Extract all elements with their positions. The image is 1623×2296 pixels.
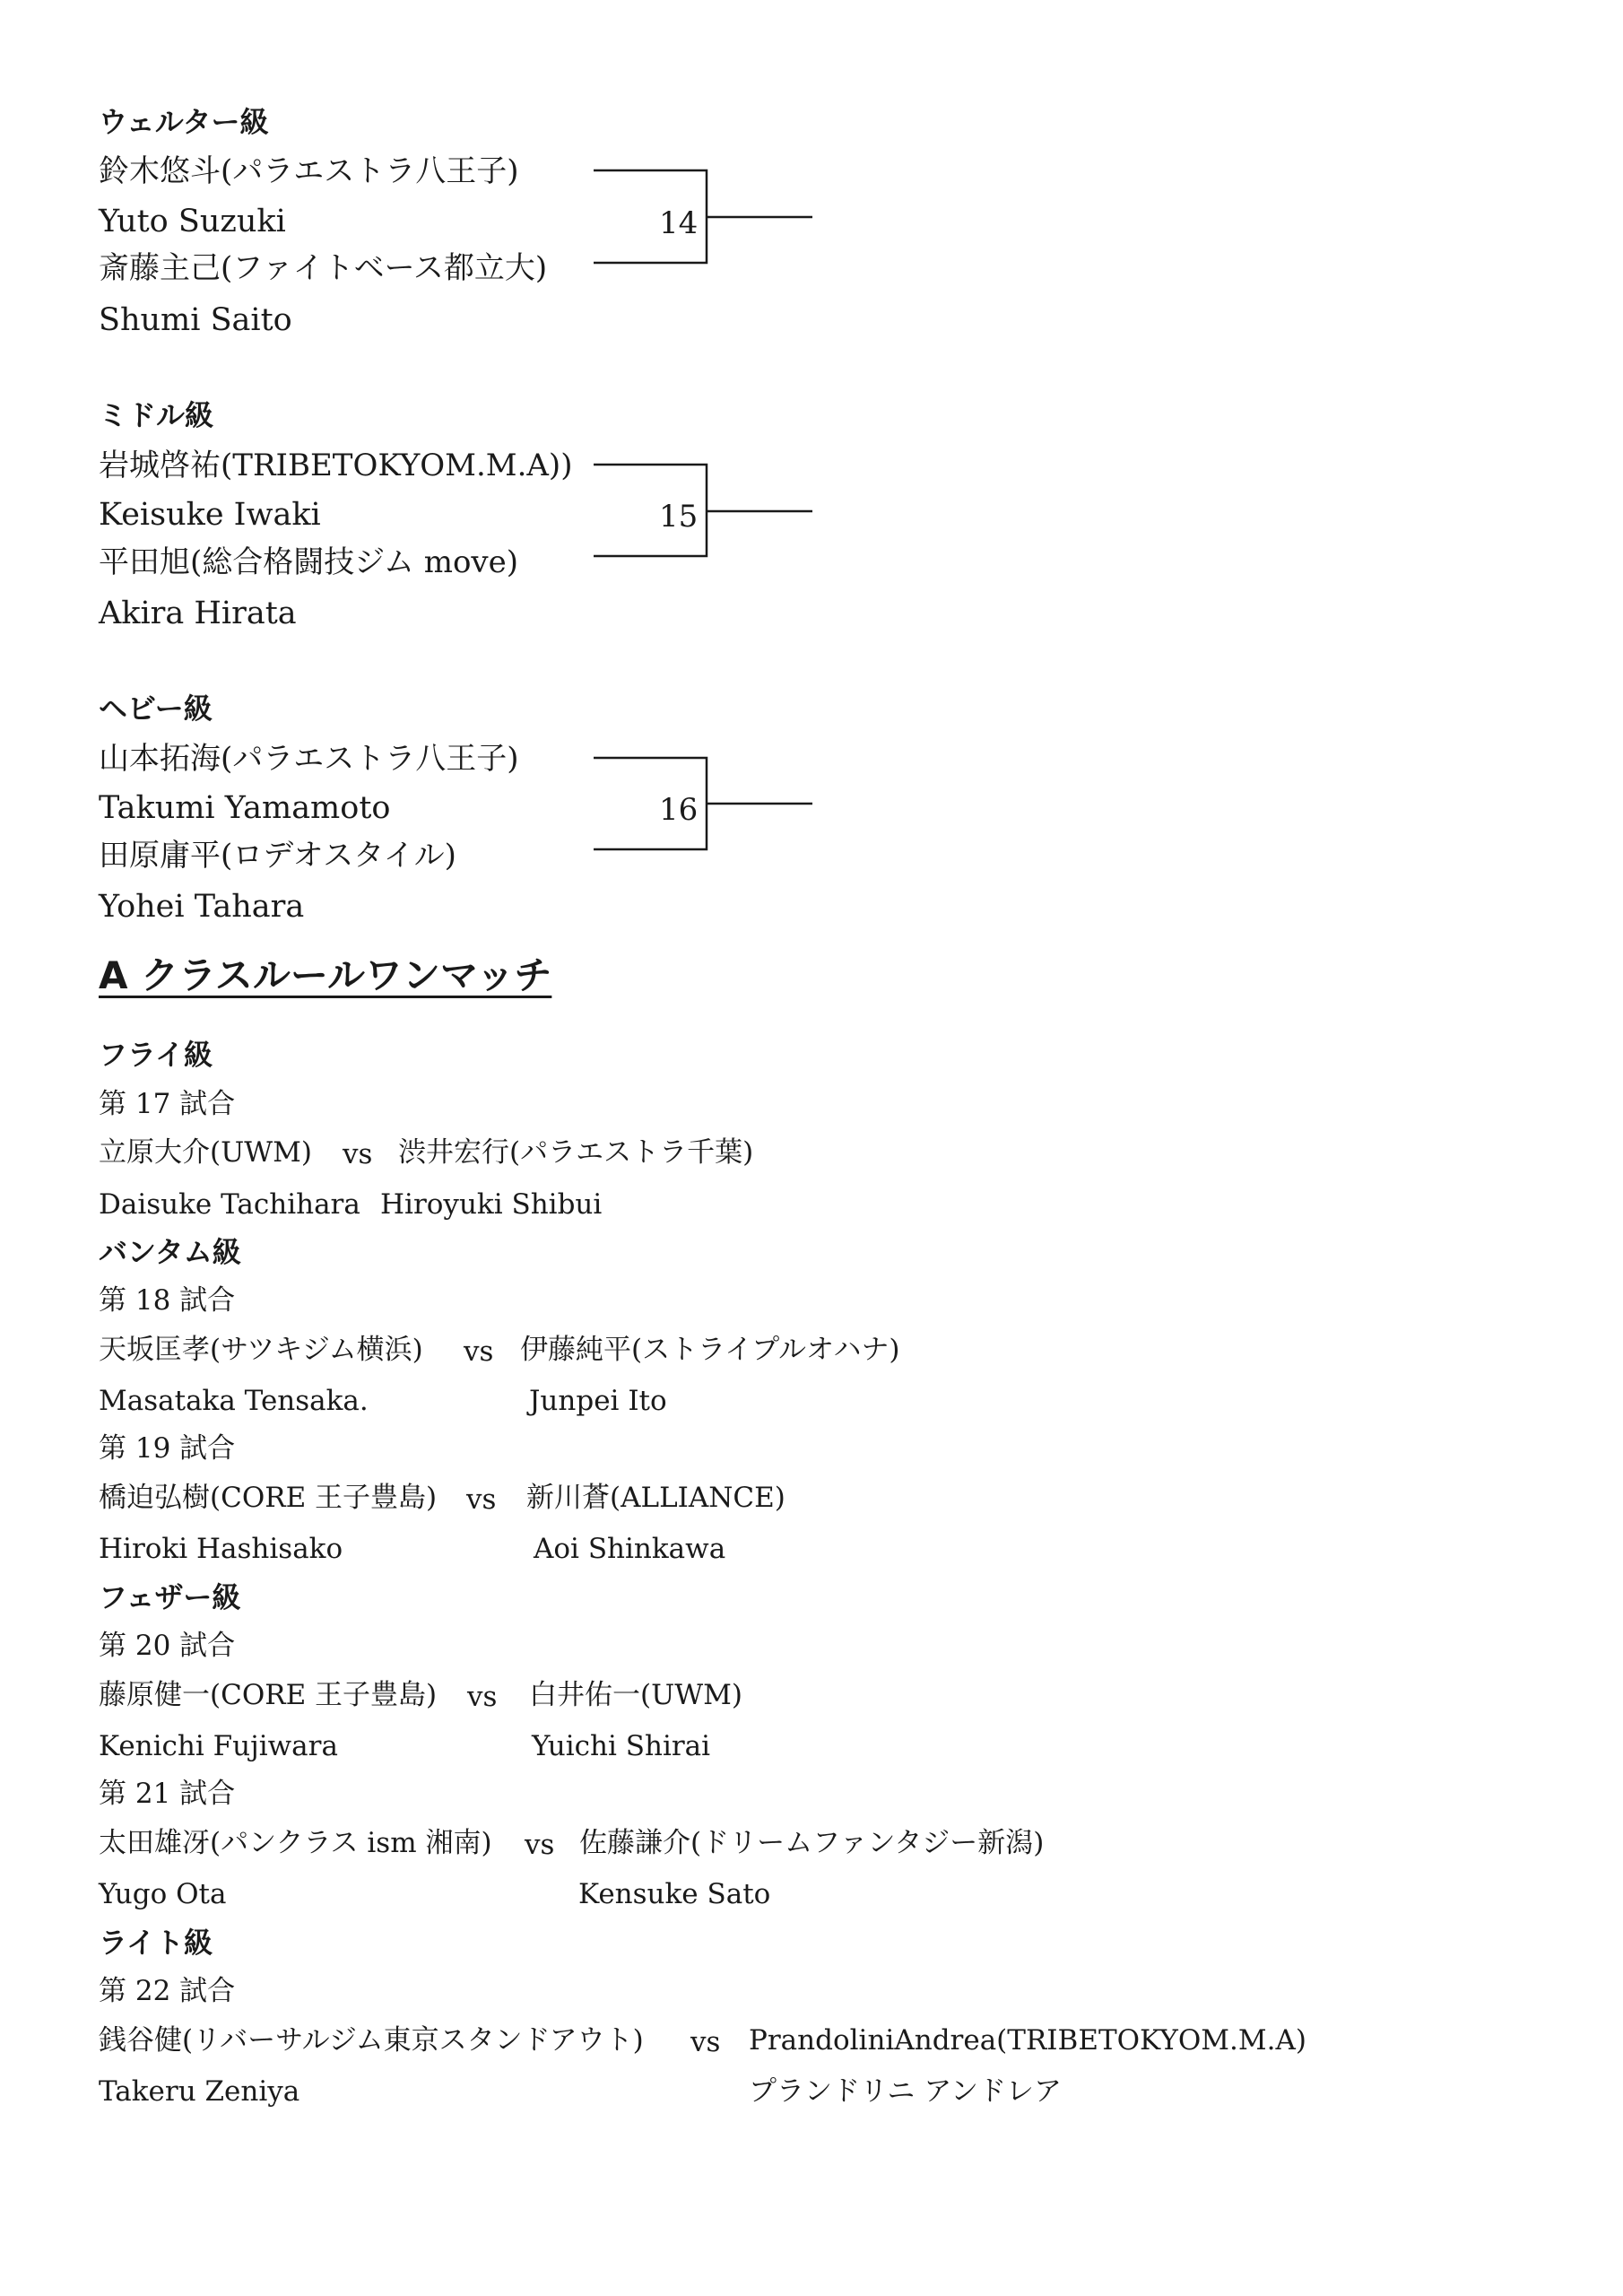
fighter-b-en: Yohei Tahara bbox=[99, 889, 305, 925]
match-label-21: 第 21 試合 bbox=[99, 1778, 236, 1810]
fighter-b-en: Kensuke Sato bbox=[578, 1878, 771, 1910]
fighter-b-en: Aoi Shinkawa bbox=[534, 1533, 726, 1565]
fighter-b-en: Akira Hirata bbox=[99, 596, 297, 631]
weight-class-fly: フライ級 bbox=[99, 1038, 213, 1072]
fighter-a-en: Takeru Zeniya bbox=[99, 2075, 300, 2108]
fighter-a-en: Yuto Suzuki bbox=[99, 204, 286, 239]
weight-class-bantam: バンタム級 bbox=[99, 1235, 241, 1269]
fighter-b-jp: 斎藤主己(ファイトベース都立大) bbox=[99, 250, 548, 286]
weight-class-light: ライト級 bbox=[99, 1926, 213, 1960]
fighter-a-en: Kenichi Fujiwara bbox=[99, 1730, 338, 1762]
fighter-b-jp: 渋井宏行(パラエストラ千葉) bbox=[398, 1136, 754, 1169]
fighter-b-en: Yuichi Shirai bbox=[532, 1730, 711, 1762]
weight-class-welter: ウェルター級 bbox=[99, 105, 269, 139]
section-title: A クラスルールワンマッチ bbox=[99, 953, 552, 997]
match-label-22: 第 22 試合 bbox=[99, 1975, 236, 2007]
fighter-a-en: Takumi Yamamoto bbox=[99, 790, 391, 826]
vs-text: vs bbox=[525, 1829, 555, 1861]
weight-class-feather: フェザー級 bbox=[99, 1580, 241, 1614]
fighter-b-jp: 新川蒼(ALLIANCE) bbox=[526, 1482, 785, 1514]
weight-class-middle: ミドル級 bbox=[99, 398, 214, 432]
fighter-a-jp: 天坂匡孝(サツキジム横浜) bbox=[99, 1334, 423, 1366]
fighter-a-jp: 藤原健一(CORE 王子豊島) bbox=[99, 1679, 438, 1711]
fighter-a-en: Masataka Tensaka. bbox=[99, 1385, 369, 1417]
fighter-b-jp: 白井佑一(UWM) bbox=[529, 1679, 742, 1711]
fighter-a-jp: 山本拓海(パラエストラ八王子) bbox=[99, 741, 519, 777]
match-label-19: 第 19 試合 bbox=[99, 1432, 236, 1465]
fighter-b-en: プランドリニ アンドレア bbox=[749, 2075, 1062, 2108]
vs-text: vs bbox=[343, 1138, 373, 1170]
weight-class-heavy: ヘビー級 bbox=[99, 691, 213, 726]
fighter-a-jp: 鈴木悠斗(パラエストラ八王子) bbox=[99, 153, 519, 189]
fighter-a-en: Yugo Ota bbox=[99, 1878, 227, 1910]
match-number-14: 14 bbox=[659, 205, 699, 241]
fighter-b-jp: 伊藤純平(ストライプルオハナ) bbox=[520, 1334, 900, 1366]
match-label-20: 第 20 試合 bbox=[99, 1630, 236, 1662]
fighter-a-jp: 銭谷健(リバーサルジム東京スタンドアウト) bbox=[99, 2024, 644, 2057]
fighter-b-en: Shumi Saito bbox=[99, 302, 292, 338]
vs-text: vs bbox=[690, 2026, 721, 2058]
fighter-a-en: Daisuke Tachihara bbox=[99, 1188, 360, 1221]
fighter-b-jp: 佐藤謙介(ドリームファンタジー新潟) bbox=[579, 1827, 1045, 1859]
fighter-b-en: Hiroyuki Shibui bbox=[380, 1188, 603, 1221]
vs-text: vs bbox=[464, 1335, 494, 1368]
fighter-b-jp: 田原庸平(ロデオスタイル) bbox=[99, 838, 456, 874]
match-label-18: 第 18 試合 bbox=[99, 1284, 236, 1317]
fighter-a-jp: 岩城啓祐(TRIBETOKYOM.M.A)) bbox=[99, 448, 573, 483]
fighter-a-en: Hiroki Hashisako bbox=[99, 1533, 343, 1565]
match-number-16: 16 bbox=[659, 792, 699, 828]
fighter-b-en: Junpei Ito bbox=[529, 1385, 667, 1417]
fighter-a-jp: 橋迫弘樹(CORE 王子豊島) bbox=[99, 1482, 438, 1514]
vs-text: vs bbox=[466, 1483, 497, 1516]
match-number-15: 15 bbox=[659, 499, 699, 535]
fighter-b-jp: 平田旭(総合格闘技ジム move) bbox=[99, 544, 519, 580]
vs-text: vs bbox=[467, 1681, 498, 1713]
fighter-a-en: Keisuke Iwaki bbox=[99, 497, 321, 533]
fighter-a-jp: 立原大介(UWM) bbox=[99, 1136, 312, 1169]
match-label-17: 第 17 試合 bbox=[99, 1088, 236, 1120]
fighter-b-jp: PrandoliniAndrea(TRIBETOKYOM.M.A) bbox=[749, 2024, 1306, 2057]
fighter-a-jp: 太田雄冴(パンクラス ism 湘南) bbox=[99, 1827, 492, 1859]
